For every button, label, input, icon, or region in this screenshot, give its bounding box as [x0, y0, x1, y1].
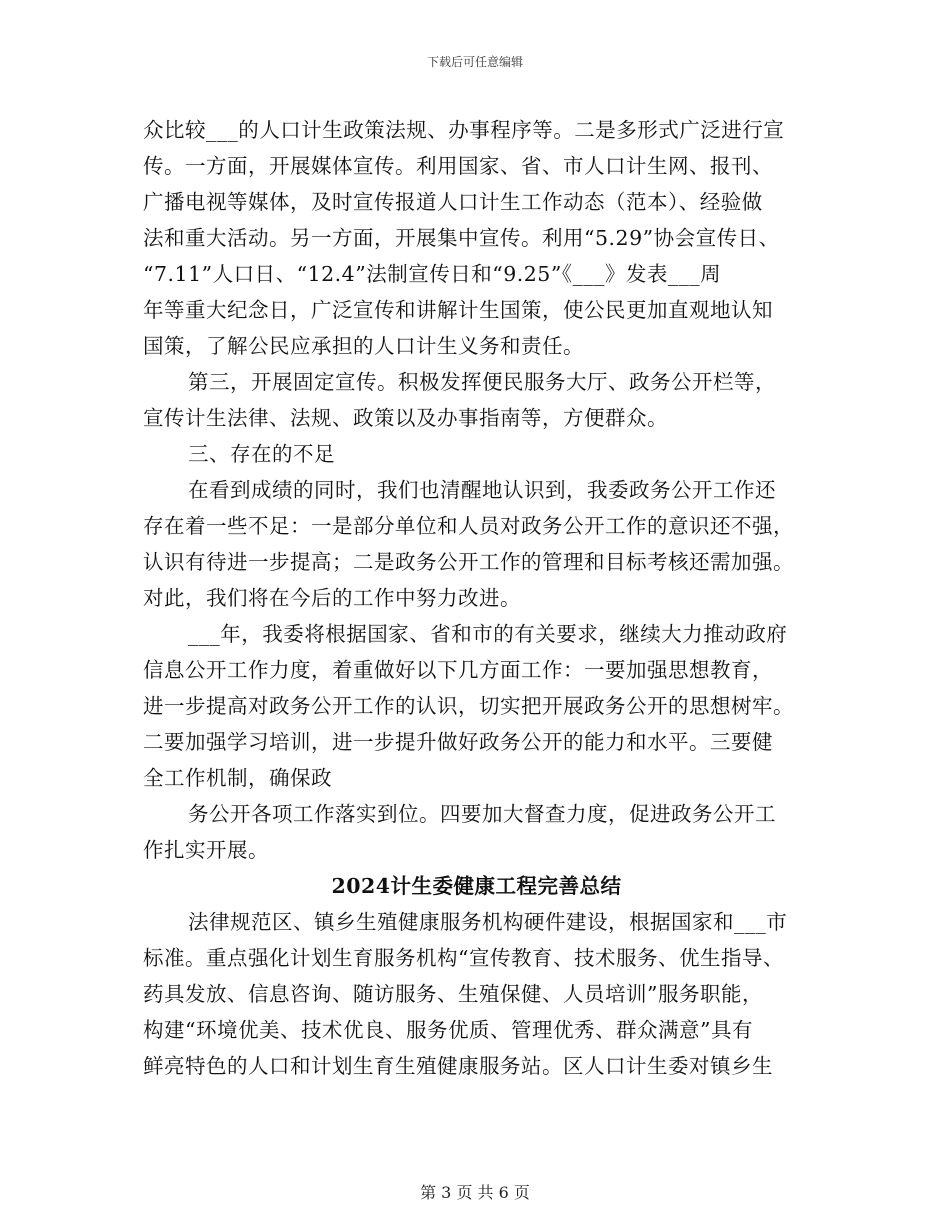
page-header: 下载后可任意编辑	[426, 55, 523, 69]
section-title: 2024计生委健康工程完善总结	[331, 874, 622, 898]
text-line: 信息公开工作力度，着重做好以下几方面工作：一要加强思想教育，	[143, 658, 773, 682]
text-line: 作扎实开展。	[143, 838, 269, 862]
text-line: 对此，我们将在今后的工作中努力改进。	[143, 586, 521, 610]
text-line: 鲜亮特色的人口和计划生育生殖健康服务站。区人口计生委对镇乡生	[143, 1054, 773, 1078]
paragraph-block-2	[143, 904, 810, 1084]
text-line: 国策，了解公民应承担的人口计生义务和责任。	[143, 334, 584, 358]
text-line: 进一步提高对政务公开工作的认识，切实把开展政务公开的思想树牢。	[143, 694, 794, 718]
text-line: “7.11”人口日、“12.4”法制宣传日和“9.25”《___》发表___周	[143, 262, 722, 286]
text-line: 年等重大纪念日，广泛宣传和讲解计生国策，使公民更加直观地认知	[143, 298, 773, 322]
text-line: 认识有待进一步提高；二是政务公开工作的管理和目标考核还需加强。	[143, 550, 794, 574]
page-footer: 第 3 页 共 6 页	[420, 1183, 530, 1202]
text-line: 全工作机制，确保政	[143, 766, 332, 790]
paragraph-block-1	[143, 112, 810, 868]
text-line: 宣传计生法律、法规、政策以及办事指南等，方便群众。	[143, 406, 668, 430]
document-body	[143, 112, 810, 1084]
text-line: 二要加强学习培训，进一步提升做好政务公开的能力和水平。三要健	[143, 730, 773, 754]
text-line: 药具发放、信息咨询、随访服务、生殖保健、人员培训”服务职能，	[143, 982, 763, 1006]
text-line: 存在着一些不足：一是部分单位和人员对政务公开工作的意识还不强，	[143, 514, 794, 538]
text-line: 第三，开展固定宣传。积极发挥便民服务大厅、政务公开栏等，	[188, 370, 776, 394]
text-line: 广播电视等媒体，及时宣传报道人口计生工作动态（范本）、经验做	[143, 190, 763, 214]
text-line: 众比较___的人口计生政策法规、办事程序等。二是多形式广泛进行宣	[143, 118, 785, 142]
text-line: 构建“环境优美、技术优良、服务优质、管理优秀、群众满意”具有	[143, 1018, 753, 1042]
text-line: 传。一方面，开展媒体宣传。利用国家、省、市人口计生网、报刊、	[143, 154, 773, 178]
text-line: 务公开各项工作落实到位。四要加大督查力度，促进政务公开工	[188, 802, 776, 826]
text-line: ___年，我委将根据国家、省和市的有关要求，继续大力推动政府	[188, 622, 788, 646]
text-line: 法律规范区、镇乡生殖健康服务机构硬件建设，根据国家和___市	[188, 910, 788, 934]
text-line: 三、存在的不足	[188, 442, 335, 466]
text-line: 法和重大活动。另一方面，开展集中宣传。利用“5.29”协会宣传日、	[143, 226, 780, 250]
text-line: 标准。重点强化计划生育服务机构“宣传教育、技术服务、优生指导、	[143, 946, 784, 970]
text-line: 在看到成绩的同时，我们也清醒地认识到，我委政务公开工作还	[188, 478, 776, 502]
